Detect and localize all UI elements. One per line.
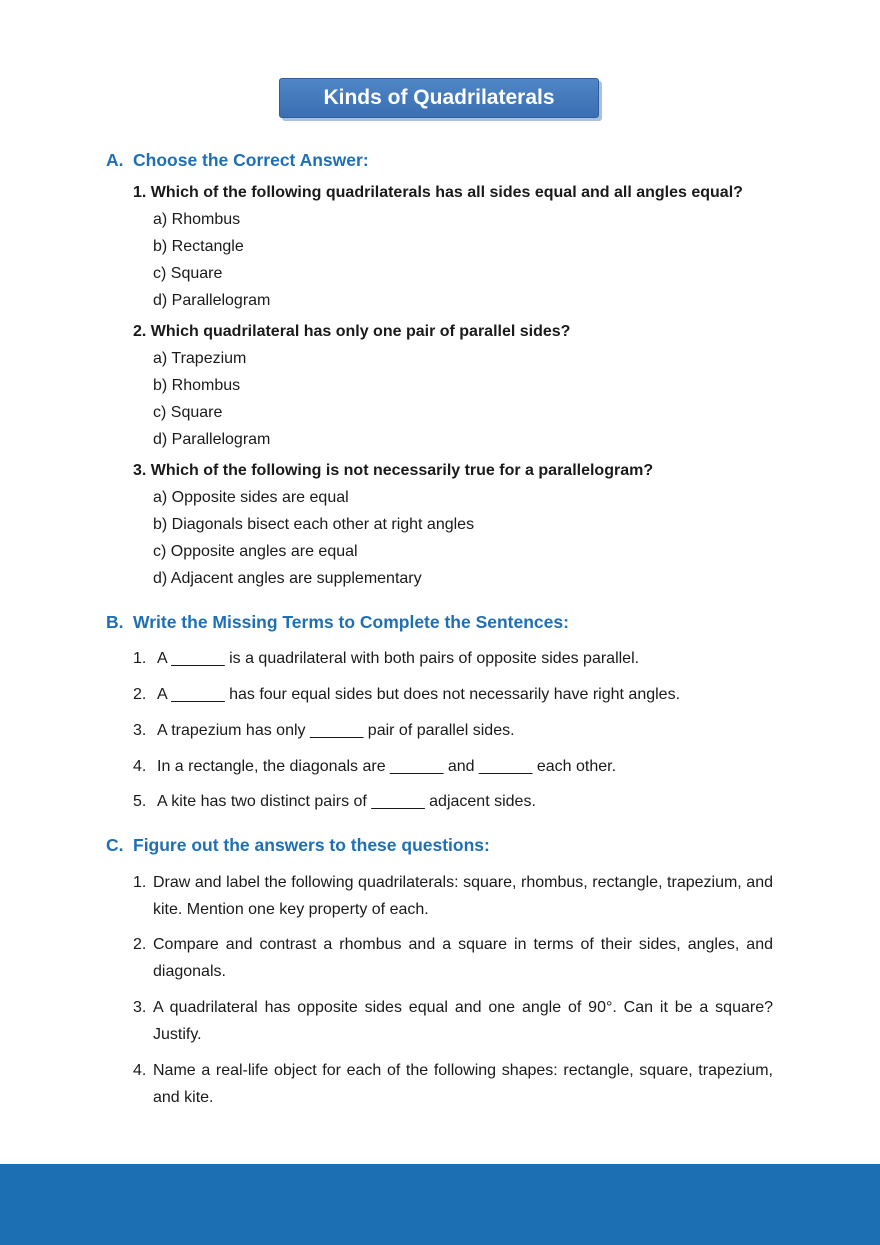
question-text: Compare and contrast a rhombus and a square in terms of their sides, angles, and diagonals. — [153, 936, 773, 980]
fill-item-4 — [133, 758, 616, 776]
section-b-letter: B. — [106, 612, 124, 632]
section-b-heading — [106, 612, 569, 633]
q3-option-c: c) Opposite angles are equal — [153, 543, 358, 560]
q2-option-c: c) Square — [153, 404, 223, 421]
fill-item-3 — [133, 722, 515, 740]
question-text: Name a real-life object for each of the following shapes: rectangle, square, trapezium, and kite. — [153, 1062, 773, 1106]
q3-option-a: a) Opposite sides are equal — [153, 489, 349, 506]
section-a-letter: A. — [106, 150, 124, 170]
section-c-title: Figure out the answers to these questions: — [133, 835, 490, 855]
fill-item-number: 5. — [133, 793, 147, 810]
fill-item-number: 1. — [133, 650, 147, 667]
fill-item-number: 2. — [133, 686, 147, 703]
question-item-4 — [133, 1057, 773, 1111]
question-1: 1. Which of the following quadrilaterals has all sides equal and all angles equal? — [133, 184, 743, 201]
footer-bar — [0, 1164, 880, 1245]
question-2: 2. Which quadrilateral has only one pair of parallel sides? — [133, 323, 571, 340]
fill-item-5 — [133, 793, 536, 811]
title-banner — [279, 78, 599, 118]
q3-option-b: b) Diagonals bisect each other at right angles — [153, 516, 475, 533]
fill-item-1 — [133, 650, 639, 668]
q3-option-d: d) Adjacent angles are supplementary — [153, 570, 422, 587]
question-text: Draw and label the following quadrilaterals: square, rhombus, rectangle, trapezium, and kite. Mention one key property of each. — [153, 874, 773, 918]
fill-item-text: A ______ is a quadrilateral with both pairs of opposite sides parallel. — [157, 650, 640, 667]
section-a-title: Choose the Correct Answer: — [133, 150, 369, 170]
section-a-heading — [106, 150, 369, 171]
fill-item-number: 4. — [133, 758, 147, 775]
fill-item-2 — [133, 686, 680, 704]
question-item-2 — [133, 931, 773, 985]
question-number: 4. — [133, 1062, 147, 1079]
fill-item-text: A kite has two distinct pairs of ______ adjacent sides. — [157, 793, 536, 810]
section-c-letter: C. — [106, 835, 124, 855]
question-item-1 — [133, 869, 773, 923]
fill-item-text: In a rectangle, the diagonals are ______ and ______ each other. — [157, 758, 617, 775]
question-number: 3. — [133, 999, 147, 1016]
q1-option-b: b) Rectangle — [153, 238, 244, 255]
question-3: 3. Which of the following is not necessarily true for a parallelogram? — [133, 462, 654, 479]
fill-item-text: A trapezium has only ______ pair of parallel sides. — [157, 722, 515, 739]
section-c-heading — [106, 835, 490, 856]
q2-option-b: b) Rhombus — [153, 377, 241, 394]
q2-option-a: a) Trapezium — [153, 350, 247, 367]
question-number: 2. — [133, 936, 147, 953]
q1-option-c: c) Square — [153, 265, 223, 282]
page-title: Kinds of Quadrilaterals — [279, 78, 599, 118]
q1-option-a: a) Rhombus — [153, 211, 241, 228]
q1-option-d: d) Parallelogram — [153, 292, 271, 309]
fill-item-number: 3. — [133, 722, 147, 739]
question-text: A quadrilateral has opposite sides equal and one angle of 90°. Can it be a square? Justify. — [153, 999, 773, 1043]
question-number: 1. — [133, 874, 147, 891]
fill-item-text: A ______ has four equal sides but does not necessarily have right angles. — [157, 686, 681, 703]
section-b-title: Write the Missing Terms to Complete the Sentences: — [133, 612, 569, 632]
q2-option-d: d) Parallelogram — [153, 431, 271, 448]
question-item-3 — [133, 994, 773, 1048]
